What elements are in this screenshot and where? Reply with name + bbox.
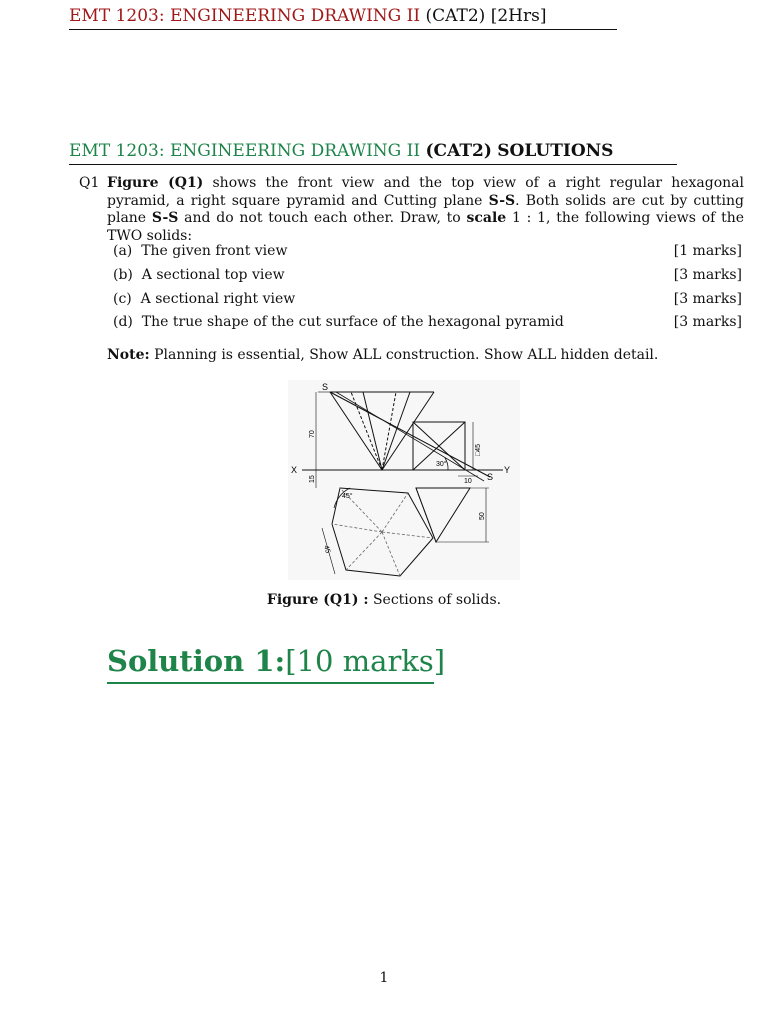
part-text: The true shape of the cut surface of the hexagonal pyramid (141, 314, 564, 330)
header-cat: (CAT2) (425, 6, 486, 26)
caption-text: Sections of solids. (368, 592, 502, 608)
part-text: A sectional top view (141, 267, 285, 283)
angle-label-45: 45° (342, 493, 353, 500)
question-text-4: 1 : 1, the following views of the TWO solids: (107, 210, 744, 244)
header-rule (69, 29, 617, 30)
question-number: Q1 (79, 175, 100, 191)
part-b (113, 267, 285, 283)
note (107, 347, 658, 363)
section-course: EMT 1203: ENGINEERING DRAWING II (69, 141, 421, 161)
label-y: Y (504, 465, 511, 475)
label-s-top: S (322, 382, 329, 392)
section-heading (69, 141, 613, 161)
section-suffix: SOLUTIONS (497, 141, 614, 161)
note-label: Note: (107, 347, 150, 363)
part-a-marks: [1 marks] (673, 243, 742, 259)
header-duration: [2Hrs] (490, 6, 547, 26)
part-text: The given front view (141, 243, 288, 259)
dim-label-10: 10 (464, 478, 472, 485)
part-label: (c) (113, 291, 132, 307)
question-text (107, 175, 744, 245)
header-course: EMT 1203: ENGINEERING DRAWING II (69, 6, 421, 26)
solution-marks: [10 marks] (285, 644, 446, 678)
question-text-3: and do not touch each other. Draw, to (178, 210, 467, 226)
running-header (69, 6, 546, 26)
part-b-marks: [3 marks] (673, 267, 742, 283)
plane-label-1: S-S (488, 192, 516, 209)
figure-caption (0, 592, 768, 608)
figure-q1 (288, 380, 520, 580)
part-d-marks: [3 marks] (673, 314, 742, 330)
label-s-bottom: S (487, 472, 494, 482)
part-label: (d) (113, 314, 133, 330)
part-text: A sectional right view (140, 291, 296, 307)
dim-label-square-45: □45 (475, 443, 482, 456)
question-text-2: . Both solids are cut by cutting plane (107, 192, 744, 226)
dim-label-50: 50 (479, 512, 486, 520)
caption-label: Figure (Q1) : (266, 592, 369, 608)
question-text-1: shows the front view and the top view of a right regular hexagonal pyramid, a right square pyramid and Cutting plane (107, 175, 744, 209)
part-c-marks: [3 marks] (673, 291, 742, 307)
section-cat: (CAT2) (425, 141, 492, 161)
solution-heading (107, 644, 445, 678)
figure-reference: Figure (Q1) (107, 175, 204, 191)
scale-word: scale (466, 210, 507, 226)
dim-label-70: 70 (309, 430, 316, 438)
label-x: X (291, 465, 298, 475)
part-label: (a) (113, 243, 133, 259)
angle-label-30: 30° (436, 461, 447, 468)
solution-title: Solution 1: (107, 644, 286, 678)
note-text: Planning is essential, Show ALL construction. Show ALL hidden detail. (149, 347, 659, 363)
part-a (113, 243, 287, 259)
plane-label-2: S-S (151, 210, 179, 226)
part-label: (b) (113, 267, 133, 283)
dim-label-hex-45: 45 (322, 544, 331, 555)
solution-rule (107, 682, 434, 684)
part-d (113, 314, 564, 330)
part-c (113, 291, 295, 307)
page-number: 1 (379, 970, 389, 986)
dim-label-15: 15 (309, 475, 316, 483)
section-rule (69, 164, 677, 165)
